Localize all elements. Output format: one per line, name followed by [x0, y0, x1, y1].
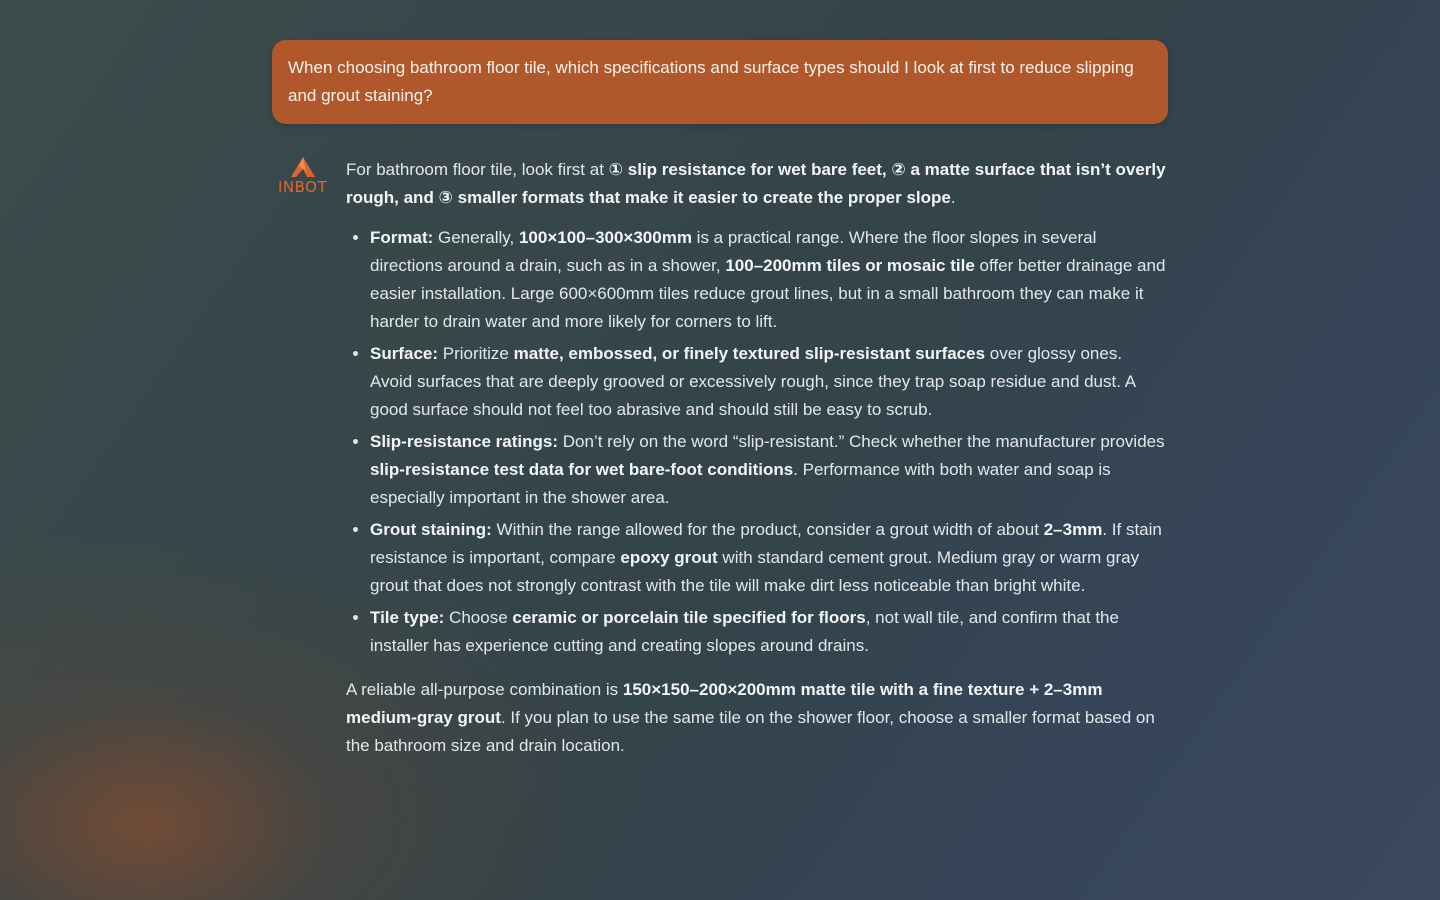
item-text: Choose [444, 608, 513, 627]
assistant-brand-name: INBOT [278, 178, 328, 196]
list-item-format [370, 224, 1168, 336]
item-text: over glossy ones. Avoid surfaces that are deeply grooved or excessively rough, since they trap soap residue and dust. A good surface should not feel too abrasive and should still be easy to scrub. [370, 344, 1136, 419]
assistant-message [346, 156, 1168, 760]
closing-text: A reliable all-purpose combination is [346, 680, 623, 699]
item-bold: ceramic or porcelain tile specified for floors [512, 608, 866, 627]
item-label: Format: [370, 228, 434, 247]
item-text: Generally, [433, 228, 519, 247]
user-message-bubble [272, 40, 1168, 124]
list-item-slip-ratings [370, 428, 1168, 512]
item-bold: slip-resistance test data for wet bare-foot conditions [370, 460, 794, 479]
item-text: Within the range allowed for the product, consider a grout width of about [491, 520, 1044, 539]
item-bold: 100–200mm tiles or mosaic tile [725, 256, 975, 275]
list-item-grout [370, 516, 1168, 600]
intro-highlight: ① slip resistance for wet bare feet, ② a matte surface that isn’t overly rough, and ③ smaller formats that make it easier to create the proper slope [346, 160, 1166, 207]
item-text: . Performance with both water and soap is especially important in the shower area. [370, 460, 1111, 507]
item-bold: 2–3mm [1043, 520, 1103, 539]
item-label: Slip-resistance ratings: [370, 432, 559, 451]
item-label: Grout staining: [370, 520, 492, 539]
item-text: Prioritize [438, 344, 514, 363]
item-text: with standard cement grout. Medium gray or warm gray grout that does not strongly contrast with the tile will make dirt less noticeable than bright white. [370, 548, 1140, 595]
intro-end: . [950, 188, 956, 207]
item-text: . If stain resistance is important, compare [370, 520, 1162, 567]
assistant-closing [346, 676, 1168, 760]
tips-list [346, 224, 1168, 660]
assistant-avatar [276, 156, 334, 200]
item-bold: matte, embossed, or finely textured slip-resistant surfaces [513, 344, 986, 363]
item-text: , not wall tile, and confirm that the installer has experience cutting and creating slopes around drains. [370, 608, 1119, 655]
list-item-surface [370, 340, 1168, 424]
closing-end: . If you plan to use the same tile on the shower floor, choose a smaller format based on the bathroom size and drain location. [346, 708, 1155, 755]
list-item-tile-type [370, 604, 1168, 660]
item-text: Don’t rely on the word “slip-resistant.” Check whether the manufacturer provides [558, 432, 1165, 451]
assistant-intro [346, 156, 1168, 212]
closing-highlight: 150×150–200×200mm matte tile with a fine texture + 2–3mm medium-gray grout [346, 680, 1103, 727]
chat-thread [272, 40, 1168, 760]
item-label: Tile type: [370, 608, 445, 627]
user-message-text: When choosing bathroom floor tile, which specifications and surface types should I look at first to reduce slipping and grout staining? [288, 58, 1134, 105]
assistant-message-row [272, 156, 1168, 760]
item-bold: epoxy grout [620, 548, 718, 567]
inbot-logo-icon [290, 156, 316, 178]
item-bold: 100×100–300×300mm [518, 228, 692, 247]
item-text: offer better drainage and easier installation. Large 600×600mm tiles reduce grout lines, but in a small bathroom they can make it harder to drain water and more likely for corners to lift. [370, 256, 1166, 331]
item-label: Surface: [370, 344, 439, 363]
item-text: is a practical range. Where the floor slopes in several directions around a drain, such as in a shower, [370, 228, 1097, 275]
intro-text: For bathroom floor tile, look first at [346, 160, 609, 179]
